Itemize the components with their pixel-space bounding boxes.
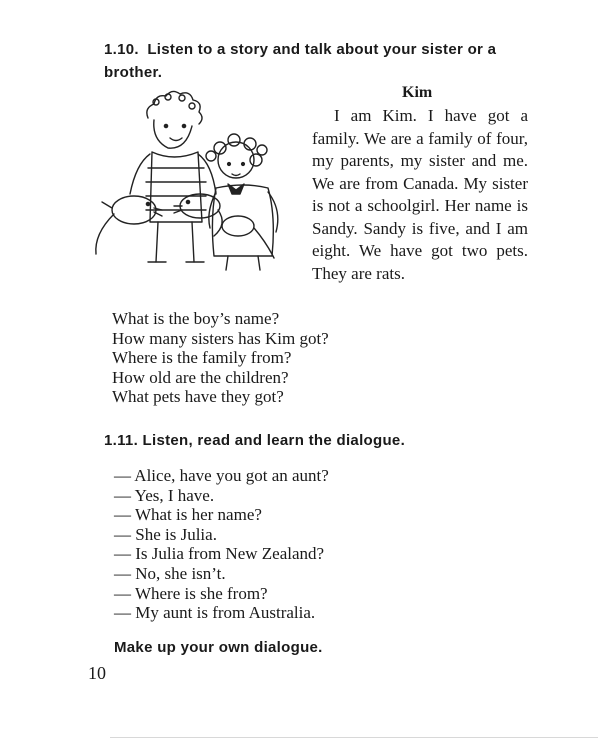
- girl-figure: [206, 134, 278, 270]
- question-item: How many sisters has Kim got?: [112, 328, 329, 348]
- rats: [96, 194, 274, 258]
- question-item: Where is the family from?: [112, 348, 292, 368]
- dialogue-line: — Is Julia from New Zealand?: [114, 544, 325, 564]
- dialogue-list: [114, 466, 329, 623]
- exercise-heading: [104, 38, 544, 84]
- children-with-rats-illustration: [88, 88, 298, 278]
- exercise-heading: [104, 432, 405, 449]
- boy-figure: [130, 91, 216, 262]
- question-item: What is the boy’s name?: [112, 309, 280, 328]
- task-instruction: Make up your own dialogue.: [114, 639, 323, 656]
- question-list: [112, 309, 329, 407]
- page-number: 10: [88, 663, 106, 683]
- dialogue-line: — Where is she from?: [114, 583, 268, 603]
- bottom-divider: [110, 737, 598, 738]
- dialogue-line: — What is her name?: [114, 505, 262, 525]
- story-title: Kim: [402, 84, 433, 101]
- question-item: How old are the children?: [112, 367, 289, 387]
- exercise-number: 1.11.: [104, 432, 139, 449]
- exercise-instruction: Listen to a story and talk about your sister or a brother.: [104, 41, 497, 81]
- dialogue-line: — No, she isn’t.: [114, 563, 226, 583]
- exercise-instruction: Listen, read and learn the dialogue.: [142, 432, 406, 449]
- dialogue-line: — She is Julia.: [114, 524, 217, 544]
- dialogue-line: — My aunt is from Australia.: [114, 603, 316, 623]
- exercise-number: 1.10.: [104, 41, 139, 58]
- story-text: I am Kim. I have got a family. We are a family of four, my parents, my sister and me. We are from Canada. My sister is not a schoolgirl. Her name is Sandy. Sandy is five, and I am eight. We have got two pets. They are rats.: [312, 106, 528, 283]
- question-item: What pets have they got?: [112, 387, 284, 407]
- dialogue-line: — Yes, I have.: [114, 485, 215, 505]
- dialogue-line: — Alice, have you got an aunt?: [114, 466, 329, 485]
